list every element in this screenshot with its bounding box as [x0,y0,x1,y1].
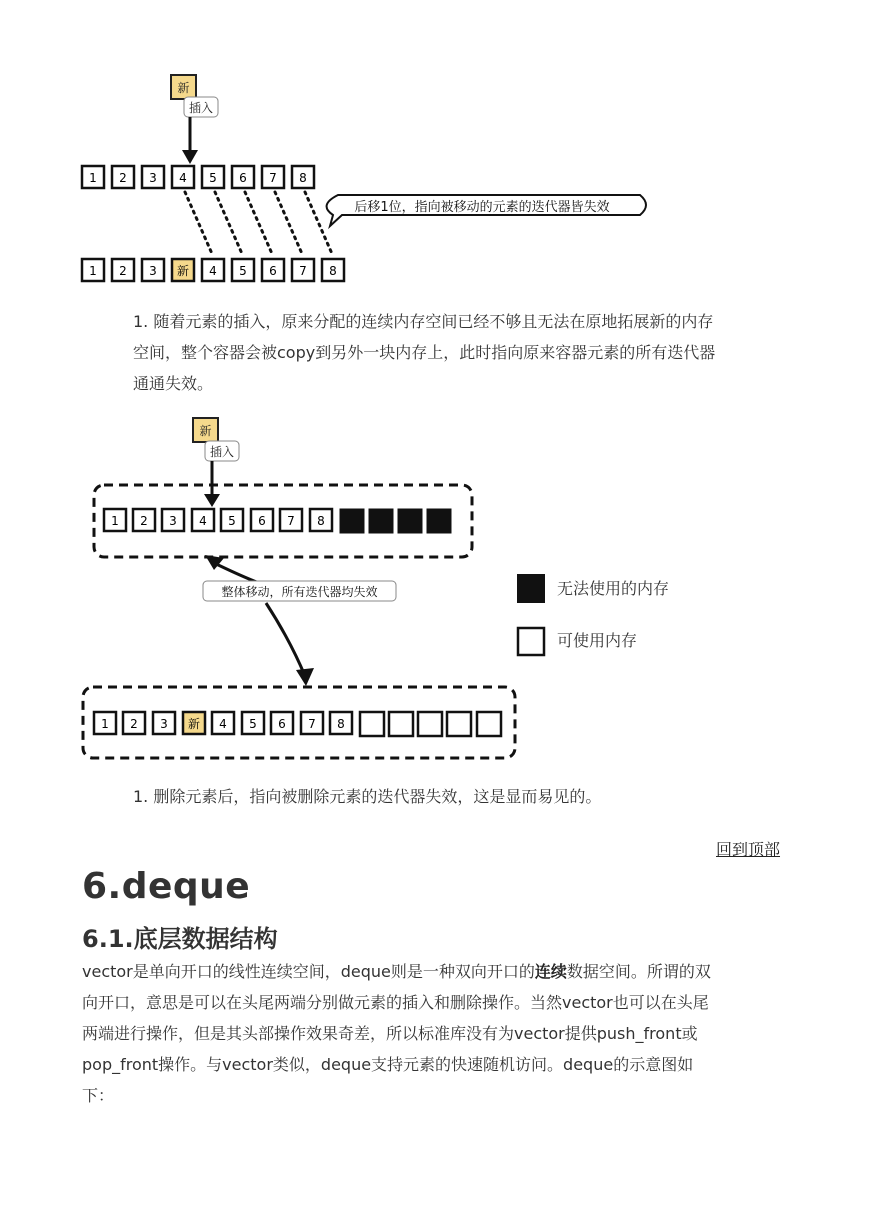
usable-cell [418,712,442,736]
legend-unusable-label: 无法使用的内存 [557,579,670,598]
cell-label: 5 [228,514,236,528]
legend-usable-swatch [518,628,544,655]
cell-label: 4 [209,264,217,278]
usable-cell [389,712,413,736]
move-tag-label: 整体移动，所有迭代器均失效 [221,585,378,599]
insert-shift-diagram [0,0,870,300]
move-arrow-lower [266,603,305,676]
cell-label: 8 [337,717,345,731]
cell-label: 8 [317,514,325,528]
unusable-cell [398,509,422,533]
cell-label: 6 [278,717,286,731]
usable-cell [477,712,501,736]
cell-label: 7 [308,717,316,731]
cell-label: 5 [249,717,257,731]
cell-label: 3 [149,171,157,185]
cell-label: 7 [269,171,277,185]
text-line: 向开口，意思是可以在头尾两端分别做元素的插入和删除操作。当然vector也可以在头尾 [82,993,709,1012]
legend-usable-label: 可使用内存 [557,631,638,650]
cell-label: 新 [176,264,190,278]
text-line: 两端进行操作，但是其头部操作效果奇差，所以标准库没有为vector提供push_front或 [82,1024,698,1043]
text-line: vector是单向开口的线性连续空间，deque则是一种双向开口的连续数据空间。所谓的双 [82,962,711,981]
insert-tag-label: 插入 [188,101,214,115]
cell-label: 1 [111,514,119,528]
cell-label: 1 [101,717,109,731]
back-to-top-link[interactable]: 回到顶部 [716,840,781,859]
cell-label: 新 [187,717,201,731]
cell-label: 5 [239,264,247,278]
cell-label: 7 [299,264,307,278]
cell-label: 2 [119,264,127,278]
callout-text: 后移1位，指向被移动的元素的迭代器皆失效 [354,200,610,215]
cell-label: 4 [199,514,207,528]
cell-label: 6 [239,171,247,185]
unusable-cell [340,509,364,533]
insert-arrow-icon [182,150,198,164]
cell-label: 3 [160,717,168,731]
usable-cell [360,712,384,736]
new-row [94,712,501,736]
reallocation-diagram [0,410,870,770]
cell-label: 4 [179,171,187,185]
cell-label: 7 [287,514,295,528]
cell-label: 5 [209,171,217,185]
shift-lines [185,192,333,256]
move-arrow-head-down-icon [296,668,314,686]
list-text-line: 删除元素后，指向被删除元素的迭代器失效，这是显而易见的。 [153,787,602,806]
deque-description [82,956,782,1111]
old-row [104,509,451,533]
insert-tag-label: 插入 [209,445,235,459]
cell-label: 2 [119,171,127,185]
bottom-row [82,259,344,281]
cell-label: 6 [269,264,277,278]
subsection-heading: 6.1.底层数据结构 [82,925,278,953]
section-heading: 6.deque [82,866,251,907]
cell-label: 6 [258,514,266,528]
top-row [82,166,314,188]
list-number: 1. [133,787,149,806]
list-text-line: 空间，整个容器会被copy到另外一块内存上，此时指向原来容器元素的所有迭代器 [133,343,716,362]
legend-unusable-swatch [518,575,544,602]
usable-cell [447,712,471,736]
new-element-label: 新 [177,81,190,95]
unusable-cell [427,509,451,533]
cell-label: 4 [219,717,227,731]
text-line: pop_front操作。与vector类似，deque支持元素的快速随机访问。deque的示意图如 [82,1055,694,1074]
cell-label: 3 [149,264,157,278]
cell-label: 2 [130,717,138,731]
list-text-line: 通通失效。 [133,374,214,393]
cell-label: 1 [89,171,97,185]
list-text-line: 随着元素的插入，原来分配的连续内存空间已经不够且无法在原地拓展新的内存 [153,312,714,331]
cell-label: 8 [329,264,337,278]
list-number: 1. [133,312,149,331]
cell-label: 1 [89,264,97,278]
text-line: 下： [82,1086,115,1105]
list-item-erase [133,781,783,812]
cell-label: 3 [169,514,177,528]
list-item-reallocation [133,306,783,399]
new-element-label: 新 [199,424,212,438]
cell-label: 2 [140,514,148,528]
cell-label: 8 [299,171,307,185]
bold-term: 连续 [534,962,567,981]
insert-arrow-icon [204,494,220,507]
unusable-cell [369,509,393,533]
